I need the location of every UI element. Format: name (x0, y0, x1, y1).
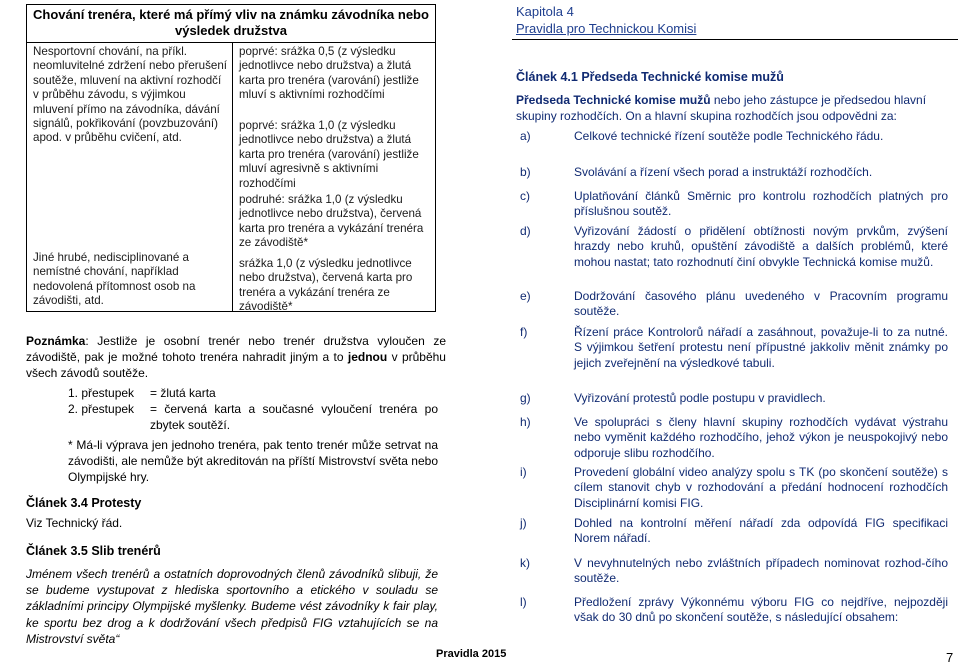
list-item-letter: k) (520, 556, 530, 570)
footnote: * Má-li výprava jen jednoho trenéra, pak tento trenér může setrvat na závodišti, ale nemůže být akreditován na příští Mistrovství světa nebo Olympijské hry. (68, 438, 438, 484)
table-divider (232, 43, 233, 312)
list-item-letter: g) (520, 391, 531, 405)
list-item-letter: l) (520, 595, 527, 609)
article-4-1-heading: Článek 4.1 Předseda Technické komise mužů (516, 70, 784, 84)
chapter-header (512, 0, 958, 40)
table-cell-penalty-3: podruhé: srážka 1,0 (z výsledku jednotlivce nebo družstva), červená karta pro trenéra a vykázání trenéra ze závodiště* (239, 193, 424, 250)
list-item-letter: h) (520, 415, 531, 429)
penalty-2-label: 2. přestupek (68, 402, 135, 416)
table-cell-penalty-4: srážka 1,0 (z výsledku jednotlivce nebo družstva), červená karta pro trenéra a vykázání trenéra ze závodiště* (239, 257, 413, 314)
table-cell-penalty-2: poprvé: srážka 1,0 (z výsledku jednotlivce nebo družstva) a žlutá karta pro trenéra (varování) jestliže mluví agresivně s aktivními rozhodčími (239, 119, 419, 190)
list-item-text: Svolávání a řízení všech porad a instruktáží rozhodčích. (574, 165, 873, 179)
article-4-1-intro (516, 92, 946, 124)
table-cell-conduct-2: Jiné hrubé, nedisciplinované a nemístné chování, například nedovolená přítomnost osob na závodišti, atd. (33, 251, 196, 308)
table-cell-conduct-1: Nesportovní chování, na příkl. neomluvitelné zdržení nebo přerušení soutěže, mluvení na aktivní rozhodčí v průběhu závodu, s výjimkou mluvení přímo na závodníka, dávání signálů, pokřikování (povzbuzování) apod. v průběhu cvičení, atd. (33, 45, 227, 145)
penalty-1-value: = žlutá karta (150, 386, 216, 400)
list-item-text: Vyřizování žádostí o přidělení obtížnosti novým prvkům, zvýšení hrazdy nebo kruhů, opuštění závodiště a dalších problémů, které mohou nastat; tato rozhodnutí činí obvykle Technická komise mužů. (574, 224, 948, 269)
list-item-letter: d) (520, 224, 531, 238)
list-item-letter: j) (520, 516, 527, 530)
list-item-letter: c) (520, 189, 530, 203)
list-item-text: Dodržování časového plánu uvedeného v Pracovním programu soutěže. (574, 289, 948, 319)
list-item-text: Řízení práce Kontrolorů nářadí a zasáhnout, považuje-li to za nutné. S výjimkou šetření protestu není přípustné jakkoliv měnit známky po jejich zveřejnění na výsledkové tabuli. (574, 325, 948, 370)
coach-oath: Jménem všech trenérů a ostatních doprovodných členů závodníků slibuji, že se budeme vystupovat z hlediska sportovního a etického v souladu se základními principy Olympijské myšlenky. Budeme vést závodníky k fair play, ke sportu bez drog a k dodržování všech předpisů FIG vztahujících se na Mistrovství světa“ (26, 567, 438, 646)
penalty-2-value: = červená karta a současné vyloučení trenéra po zbytek soutěží. (150, 402, 438, 432)
list-item-text: Dohled na kontrolní měření nářadí zda odpovídá FIG specifikaci Norem nářadí. (574, 516, 948, 546)
table-cell-penalty-1: poprvé: srážka 0,5 (z výsledku jednotlivce nebo družstva) a žlutá karta pro trenéra (varování) jestliže mluví s aktivními rozhodčími (239, 45, 419, 102)
list-item-letter: i) (520, 465, 527, 479)
intro-bold: Předseda Technické komise mužů (516, 93, 711, 107)
list-item-text: Předložení zprávy Výkonnému výboru FIG co nejdříve, nejpozději však do 30 dnů po skončení soutěže, s následující obsahem: (574, 595, 948, 625)
list-item-text: Uplatňování článků Směrnic pro kontrolu rozhodčích platných pro příslušnou soutěž. (574, 189, 948, 219)
chapter-title: Pravidla pro Technickou Komisi (516, 21, 697, 36)
footer-label: Pravidla 2015 (436, 648, 507, 660)
chapter-number: Kapitola 4 (516, 4, 574, 19)
list-item-text: Ve spolupráci s členy hlavní skupiny rozhodčích vydávat výstrahu nebo vyměnit každého rozhodčího, jehož výkon je neuspokojivý nebo odporuje slibu rozhodčího. (574, 415, 948, 460)
article-3-5-heading: Článek 3.5 Slib trenérů (26, 544, 161, 558)
note-text-a: : Jestliže je osobní trenér nebo trenér družstva vyloučen ze závodiště, pak je možné tohoto trenéra nahradit jiným a to (26, 334, 446, 364)
note-label: Poznámka (26, 334, 86, 348)
note-text-b: v průběhu všech závodů soutěže. (26, 350, 446, 380)
article-3-4-text: Viz Technický řád. (26, 516, 123, 530)
intro-rest: nebo jeho zástupce je předsedou hlavní skupiny rozhodčích. On a hlavní skupina rozhodčích jsou odpovědni za: (516, 93, 927, 123)
note-paragraph (26, 333, 446, 381)
list-item-letter: f) (520, 325, 528, 339)
list-item-text: Celkové technické řízení soutěže podle Technického řádu. (574, 129, 884, 143)
list-item-letter: b) (520, 165, 531, 179)
list-item-text: V nevyhnutelných nebo zvláštních případech nominovat rozhod-čího soutěže. (574, 556, 948, 586)
article-3-4-heading: Článek 3.4 Protesty (26, 496, 142, 510)
penalty-1-label: 1. přestupek (68, 386, 135, 400)
page-number: 7 (946, 650, 954, 664)
list-item-text: Provedení globální video analýzy spolu s TK (po skončení soutěže) s cílem stanovit chyb v rozhodování a předání hodnocení rozhodčích Disciplinární komisi FIG. (574, 465, 948, 510)
list-item-text: Vyřizování protestů podle postupu v pravidlech. (574, 391, 826, 405)
table-title: Chování trenéra, které má přímý vliv na známku závodníka nebo výsledek družstva (27, 5, 435, 43)
list-item-letter: e) (520, 289, 531, 303)
list-item-letter: a) (520, 129, 531, 143)
note-bold: jednou (347, 350, 388, 364)
coach-penalty-table (26, 4, 436, 312)
